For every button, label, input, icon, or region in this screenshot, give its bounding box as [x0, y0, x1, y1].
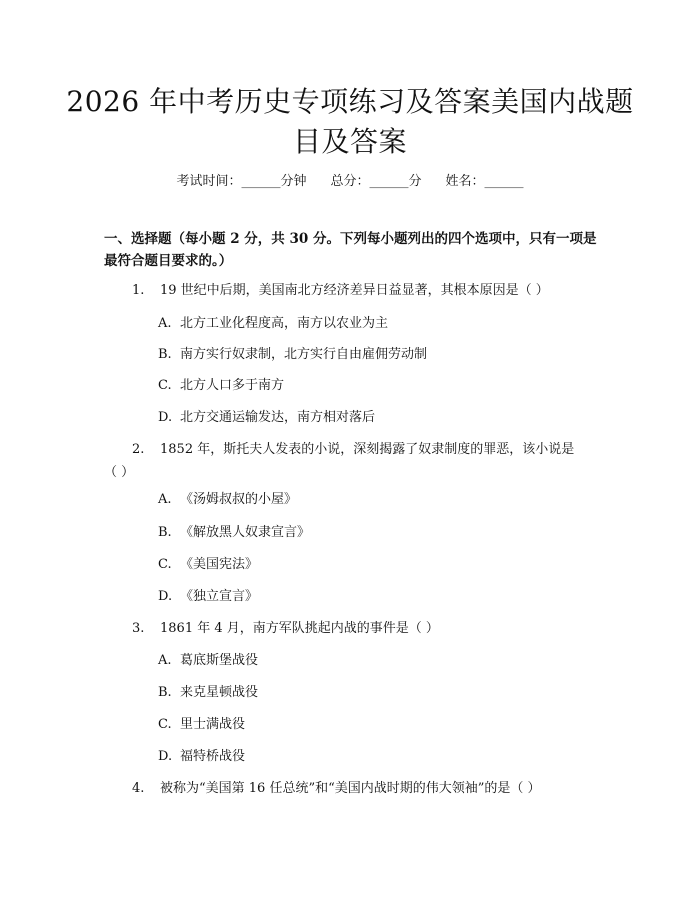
option-text: 北方工业化程度高，南方以农业为主	[180, 316, 389, 331]
question-3-option-b	[158, 682, 258, 704]
question-2-option-d	[158, 586, 258, 608]
option-letter: D.	[158, 410, 173, 425]
question-text: 19 世纪中后期，美国南北方经济差异日益显著，其根本原因是（ ）	[160, 283, 549, 298]
option-letter: C.	[158, 378, 172, 393]
option-letter: D.	[158, 749, 173, 764]
option-text: 《汤姆叔叔的小屋》	[180, 492, 298, 507]
title-line-2: 目及答案	[292, 125, 407, 158]
question-1-option-b	[158, 344, 427, 366]
question-text: 1852 年，斯托夫人发表的小说，深刻揭露了奴隶制度的罪恶，该小说是	[160, 442, 575, 457]
option-letter: B.	[158, 525, 172, 540]
title-line-1: 2026 年中考历史专项练习及答案美国内战题	[66, 85, 634, 118]
question-2	[132, 439, 574, 461]
question-2-option-c	[158, 554, 258, 576]
option-text: 来克星顿战役	[180, 685, 259, 700]
question-1-option-c	[158, 375, 284, 397]
question-3-option-a	[158, 650, 258, 672]
question-1	[132, 280, 549, 302]
question-3-option-d	[158, 746, 245, 768]
option-letter: D.	[158, 589, 173, 604]
question-3	[132, 618, 439, 640]
option-text: 南方实行奴隶制，北方实行自由雇佣劳动制	[180, 347, 428, 362]
exam-meta	[0, 170, 700, 189]
question-4	[132, 778, 541, 800]
question-1-option-d	[158, 407, 375, 429]
question-number: 1.	[132, 283, 145, 298]
option-text: 福特桥战役	[180, 749, 246, 764]
question-2-option-b	[158, 522, 310, 544]
option-letter: C.	[158, 717, 172, 732]
question-3-option-c	[158, 714, 245, 736]
question-1-option-a	[158, 313, 388, 335]
question-number: 4.	[132, 781, 145, 796]
page-title	[60, 82, 640, 162]
option-letter: A.	[158, 492, 172, 507]
student-name-field: 姓名：______	[445, 174, 524, 189]
option-letter: C.	[158, 557, 172, 572]
option-text: 北方人口多于南方	[180, 378, 285, 393]
question-number: 2.	[132, 442, 145, 457]
question-text: 被称为“美国第 16 任总统”和“美国内战时期的伟大领袖”的是（ ）	[160, 781, 541, 796]
option-text: 北方交通运输发达，南方相对落后	[180, 410, 376, 425]
question-2-option-a	[158, 489, 297, 511]
question-2-continuation: （ ）	[104, 465, 135, 480]
total-score-field: 总分：______分	[330, 174, 422, 189]
option-text: 《解放黑人奴隶宣言》	[180, 525, 311, 540]
option-letter: B.	[158, 347, 172, 362]
option-text: 《独立宣言》	[180, 589, 259, 604]
question-number: 3.	[132, 621, 145, 636]
option-letter: A.	[158, 653, 172, 668]
option-letter: B.	[158, 685, 172, 700]
option-text: 里士满战役	[180, 717, 246, 732]
option-text: 《美国宪法》	[180, 557, 259, 572]
option-text: 葛底斯堡战役	[180, 653, 259, 668]
option-letter: A.	[158, 316, 172, 331]
question-text: 1861 年 4 月，南方军队挑起内战的事件是（ ）	[160, 621, 439, 636]
section-heading: 一、选择题（每小题 2 分，共 30 分。下列每小题列出的四个选项中，只有一项是最符合题目要求的。）	[104, 231, 597, 269]
exam-time-field: 考试时间：______分钟	[176, 174, 307, 189]
